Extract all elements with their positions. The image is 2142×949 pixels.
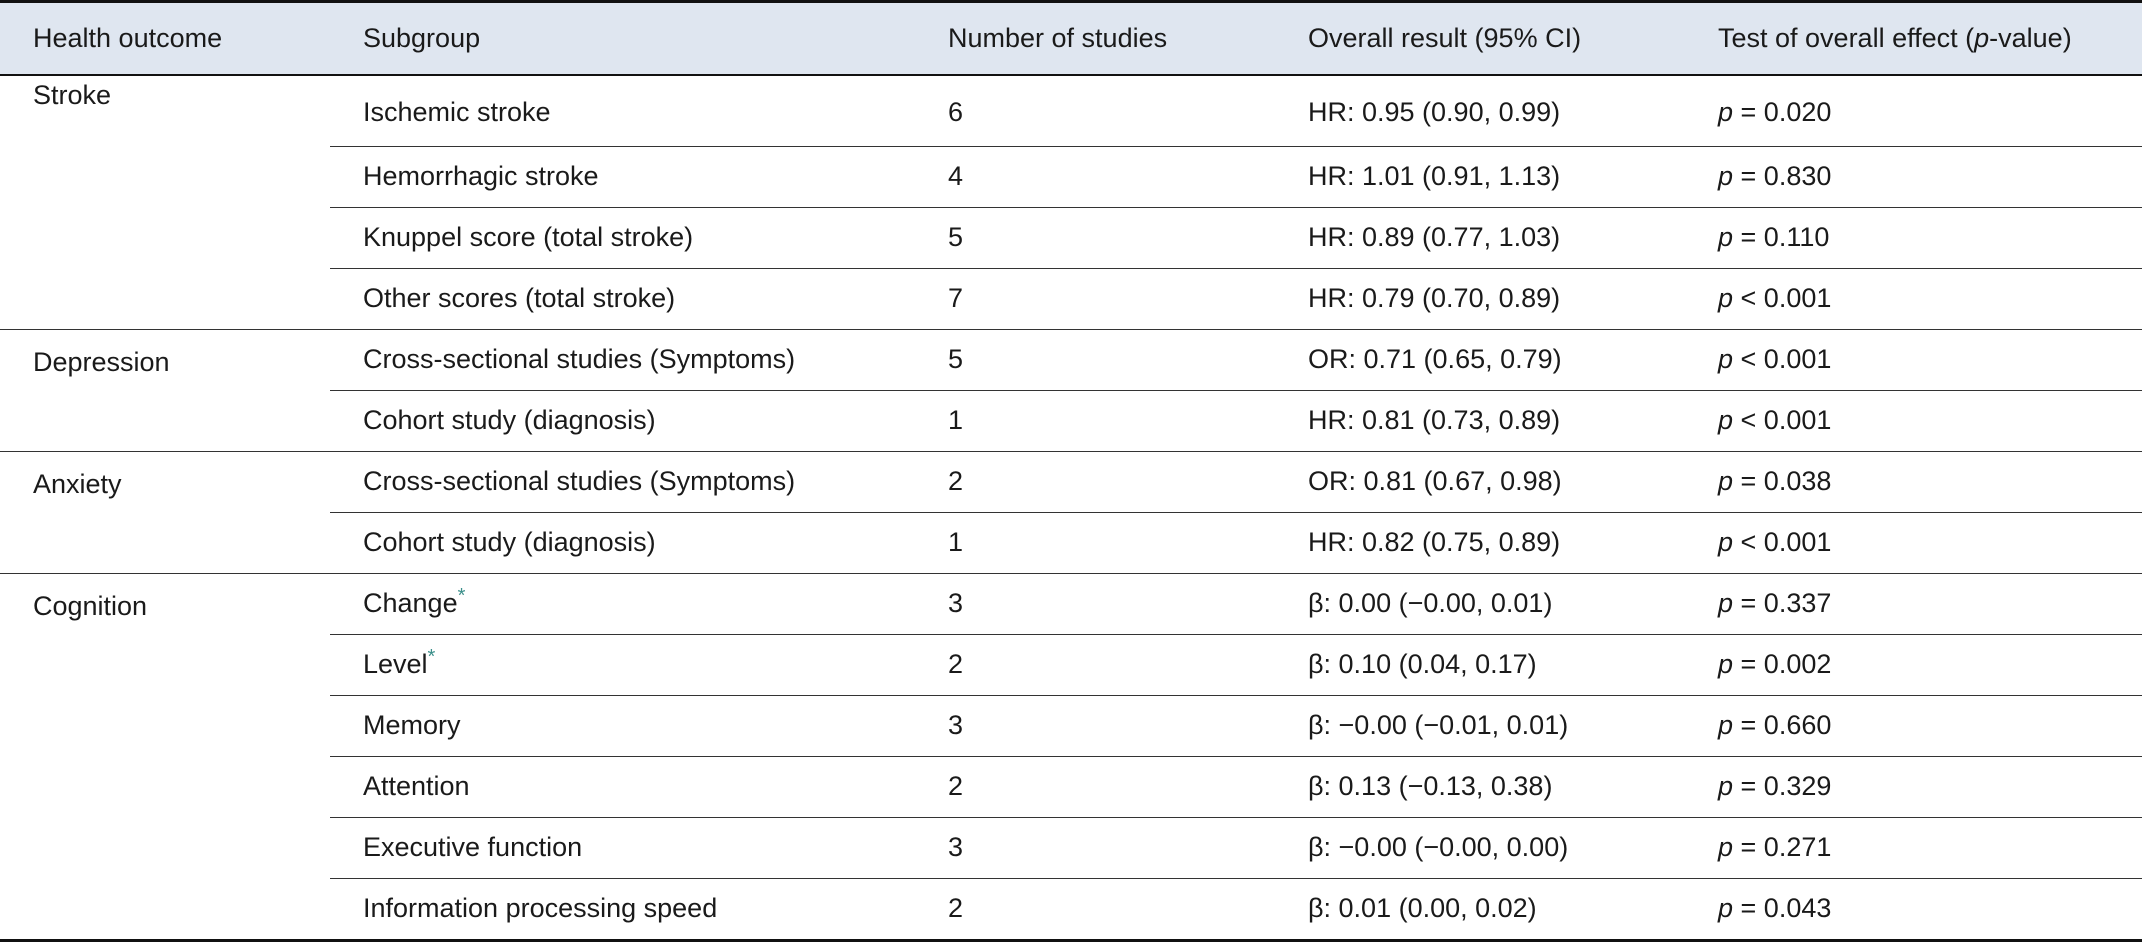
- subgroup-label: Level: [363, 649, 428, 679]
- p-symbol: p: [1718, 893, 1734, 923]
- p-value-text: = 0.271: [1733, 832, 1832, 862]
- cell-overall-result: β: 0.13 (−0.13, 0.38): [1275, 756, 1685, 817]
- cell-subgroup: [330, 75, 915, 147]
- cell-number-of-studies: 1: [915, 512, 1275, 573]
- p-symbol: p: [1718, 588, 1734, 618]
- cell-subgroup: [330, 329, 915, 390]
- subgroup-label: Change: [363, 588, 458, 618]
- cell-p-value: [1685, 512, 2142, 573]
- p-value-text: = 0.038: [1733, 466, 1832, 496]
- table-row: [0, 573, 2142, 634]
- cell-number-of-studies: 3: [915, 817, 1275, 878]
- subgroup-label: Information processing speed: [363, 893, 718, 923]
- footnote-marker: *: [427, 646, 436, 668]
- header-number-of-studies: Number of studies: [948, 22, 1168, 53]
- cell-subgroup: [330, 390, 915, 451]
- p-symbol: p: [1718, 710, 1734, 740]
- cell-overall-result: HR: 0.79 (0.70, 0.89): [1275, 268, 1685, 329]
- cell-p-value: [1685, 451, 2142, 512]
- p-value-text: = 0.002: [1733, 649, 1832, 679]
- cell-p-value: [1685, 756, 2142, 817]
- subgroup-label: Cross-sectional studies (Symptoms): [363, 466, 796, 496]
- cell-subgroup: [330, 634, 915, 695]
- p-value-text: < 0.001: [1733, 527, 1832, 557]
- table-row: [0, 329, 2142, 390]
- p-value-text: = 0.020: [1733, 97, 1832, 127]
- header-p-symbol: p: [1974, 22, 1990, 53]
- cell-overall-result: β: −0.00 (−0.01, 0.01): [1275, 695, 1685, 756]
- subgroup-label: Cohort study (diagnosis): [363, 405, 656, 435]
- subgroup-label: Hemorrhagic stroke: [363, 161, 599, 191]
- cell-p-value: [1685, 573, 2142, 634]
- subgroup-label: Ischemic stroke: [363, 97, 551, 127]
- cell-overall-result: β: 0.00 (−0.00, 0.01): [1275, 573, 1685, 634]
- cell-number-of-studies: 6: [948, 97, 964, 127]
- subgroup-label: Other scores (total stroke): [363, 283, 676, 313]
- cell-overall-result: HR: 1.01 (0.91, 1.13): [1275, 146, 1685, 207]
- header-overall-result: Overall result (95% CI): [1308, 22, 1582, 53]
- p-symbol: p: [1718, 771, 1734, 801]
- subgroup-label: Cohort study (diagnosis): [363, 527, 656, 557]
- p-symbol: p: [1718, 466, 1734, 496]
- cell-subgroup: [330, 268, 915, 329]
- cell-p-value: [1685, 817, 2142, 878]
- cell-overall-result: OR: 0.71 (0.65, 0.79): [1275, 329, 1685, 390]
- cell-number-of-studies: 7: [915, 268, 1275, 329]
- cell-p-value: [1685, 390, 2142, 451]
- p-value-text: = 0.329: [1733, 771, 1832, 801]
- subgroup-label: Memory: [363, 710, 461, 740]
- cell-p-value: [1685, 878, 2142, 939]
- cell-health-outcome: Cognition: [0, 573, 330, 939]
- cell-p-value: [1685, 207, 2142, 268]
- cell-overall-result: HR: 0.95 (0.90, 0.99): [1308, 97, 1561, 127]
- cell-number-of-studies: 5: [915, 329, 1275, 390]
- p-value-text: = 0.110: [1733, 222, 1830, 252]
- p-value-text: = 0.043: [1733, 893, 1832, 923]
- p-symbol: p: [1718, 405, 1734, 435]
- cell-number-of-studies: 3: [915, 573, 1275, 634]
- cell-subgroup: [330, 512, 915, 573]
- cell-subgroup: [330, 146, 915, 207]
- cell-number-of-studies: 4: [915, 146, 1275, 207]
- p-symbol: p: [1718, 649, 1734, 679]
- cell-number-of-studies: 2: [915, 634, 1275, 695]
- p-value-text: = 0.337: [1733, 588, 1832, 618]
- p-symbol: p: [1718, 161, 1734, 191]
- cell-subgroup: [330, 817, 915, 878]
- p-value-text: < 0.001: [1733, 283, 1832, 313]
- cell-subgroup: [330, 756, 915, 817]
- header-test-prefix: Test of overall effect (: [1718, 22, 1975, 53]
- p-symbol: p: [1718, 344, 1734, 374]
- cell-overall-result: β: 0.01 (0.00, 0.02): [1275, 878, 1685, 939]
- p-symbol: p: [1718, 97, 1734, 127]
- cell-overall-result: β: −0.00 (−0.00, 0.00): [1275, 817, 1685, 878]
- header-subgroup: Subgroup: [363, 22, 481, 53]
- subgroup-label: Cross-sectional studies (Symptoms): [363, 344, 796, 374]
- cell-subgroup: [330, 878, 915, 939]
- cell-p-value: [1685, 268, 2142, 329]
- cell-p-value: [1685, 146, 2142, 207]
- table-bottom-rule: [0, 939, 2142, 942]
- cell-overall-result: HR: 0.89 (0.77, 1.03): [1275, 207, 1685, 268]
- table-body: [0, 75, 2142, 939]
- p-value-text: < 0.001: [1733, 344, 1832, 374]
- cell-p-value: [1685, 75, 2142, 147]
- cell-subgroup: [330, 451, 915, 512]
- cell-overall-result: HR: 0.81 (0.73, 0.89): [1275, 390, 1685, 451]
- cell-number-of-studies: 2: [915, 878, 1275, 939]
- header-test-of-overall-effect: [1685, 2, 2142, 75]
- cell-number-of-studies: 5: [915, 207, 1275, 268]
- cell-number-of-studies: 3: [915, 695, 1275, 756]
- cell-health-outcome: Depression: [0, 329, 330, 451]
- p-value-text: = 0.660: [1733, 710, 1832, 740]
- cell-subgroup: [330, 573, 915, 634]
- header-health-outcome: Health outcome: [33, 22, 223, 53]
- cell-number-of-studies: 2: [915, 756, 1275, 817]
- p-symbol: p: [1718, 527, 1734, 557]
- header-test-suffix: -value): [1989, 22, 2072, 53]
- cell-p-value: [1685, 695, 2142, 756]
- p-value-text: < 0.001: [1733, 405, 1832, 435]
- cell-p-value: [1685, 329, 2142, 390]
- cell-overall-result: OR: 0.81 (0.67, 0.98): [1275, 451, 1685, 512]
- cell-subgroup: [330, 695, 915, 756]
- subgroup-label: Attention: [363, 771, 470, 801]
- subgroup-label: Knuppel score (total stroke): [363, 222, 694, 252]
- p-symbol: p: [1718, 222, 1734, 252]
- header-row: [0, 2, 2142, 75]
- cell-health-outcome: Stroke: [33, 79, 112, 110]
- cell-subgroup: [330, 207, 915, 268]
- subgroup-label: Executive function: [363, 832, 583, 862]
- cell-health-outcome: Anxiety: [0, 451, 330, 573]
- cell-number-of-studies: 1: [915, 390, 1275, 451]
- p-value-text: = 0.830: [1733, 161, 1832, 191]
- footnote-marker: *: [457, 585, 466, 607]
- p-symbol: p: [1718, 832, 1734, 862]
- cell-overall-result: β: 0.10 (0.04, 0.17): [1275, 634, 1685, 695]
- table-row: [0, 451, 2142, 512]
- table-header: [0, 2, 2142, 75]
- table-row: [0, 75, 2142, 147]
- cell-p-value: [1685, 634, 2142, 695]
- cell-overall-result: HR: 0.82 (0.75, 0.89): [1275, 512, 1685, 573]
- cell-number-of-studies: 2: [915, 451, 1275, 512]
- p-symbol: p: [1718, 283, 1734, 313]
